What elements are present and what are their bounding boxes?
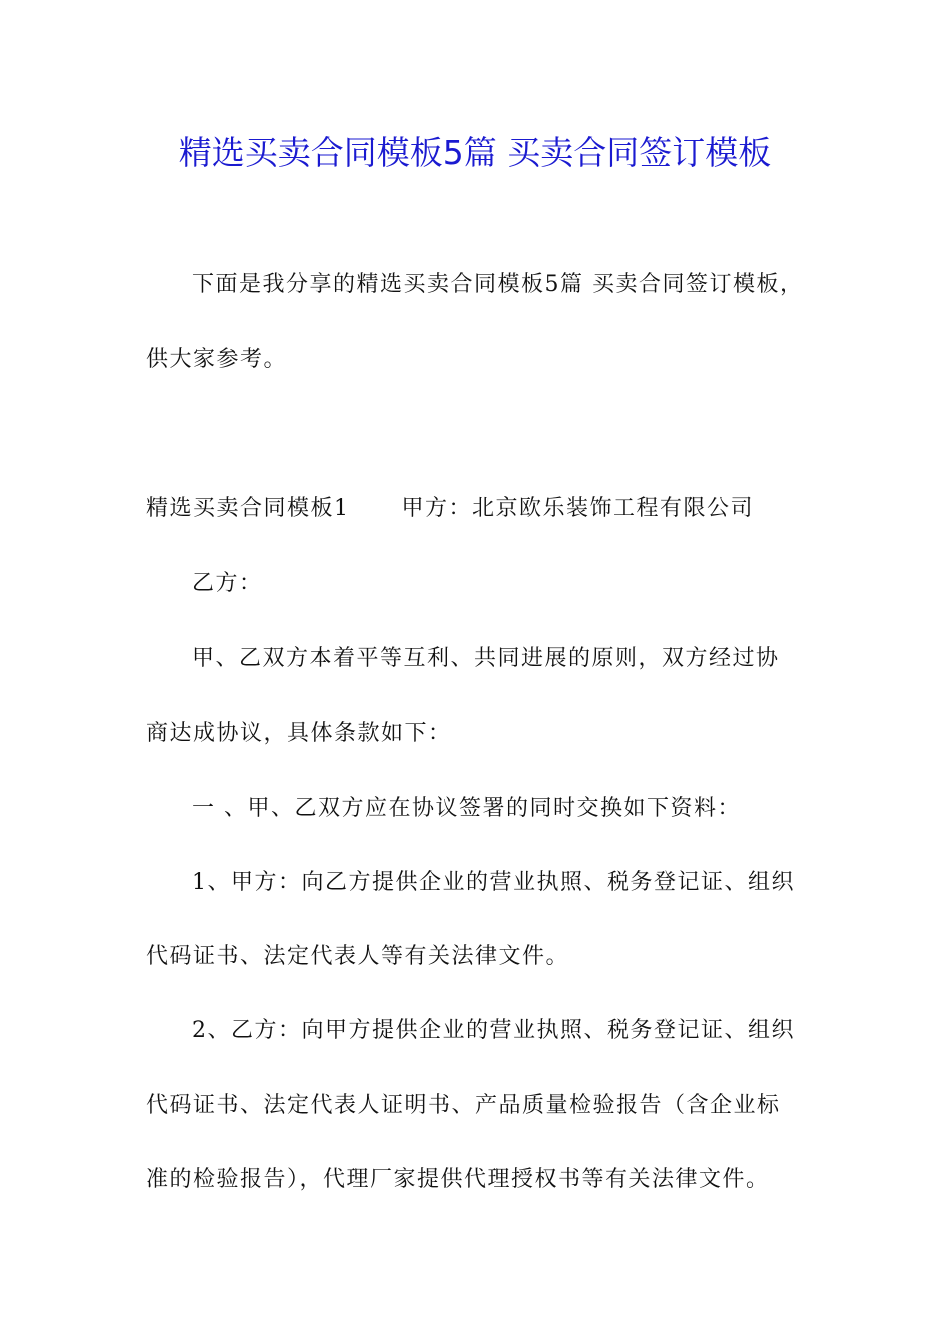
intro-line-2: 供大家参考。 [146, 347, 288, 372]
section-heading: 精选买卖合同模板1 [146, 496, 350, 521]
item-2-line-3: 准的检验报告），代理厂家提供代理授权书等有关法律文件。 [146, 1167, 770, 1192]
party-b: 乙方： [192, 571, 263, 596]
preamble-line-1: 甲、乙双方本着平等互利、共同进展的原则，双方经过协 [192, 646, 780, 671]
preamble-line-2: 商达成协议，具体条款如下： [146, 721, 452, 746]
item-1-line-1: 1、甲方：向乙方提供企业的营业执照、税务登记证、组织 [192, 870, 795, 895]
document-title: 精选买卖合同模板5篇 买卖合同签订模板 [178, 133, 772, 172]
party-a: 甲方：北京欧乐装饰工程有限公司 [401, 496, 755, 521]
intro-line-1: 下面是我分享的精选买卖合同模板5篇 买卖合同签订模板， [192, 272, 804, 297]
item-2-line-2: 代码证书、法定代表人证明书、产品质量检验报告（含企业标 [146, 1093, 781, 1118]
item-1-line-2: 代码证书、法定代表人等有关法律文件。 [146, 944, 570, 969]
item-2-line-1: 2、乙方：向甲方提供企业的营业执照、税务登记证、组织 [192, 1018, 795, 1043]
section-heading-row [146, 494, 754, 524]
clause-1-heading: 一 、甲、乙双方应在协议签署的同时交换如下资料： [192, 796, 741, 821]
